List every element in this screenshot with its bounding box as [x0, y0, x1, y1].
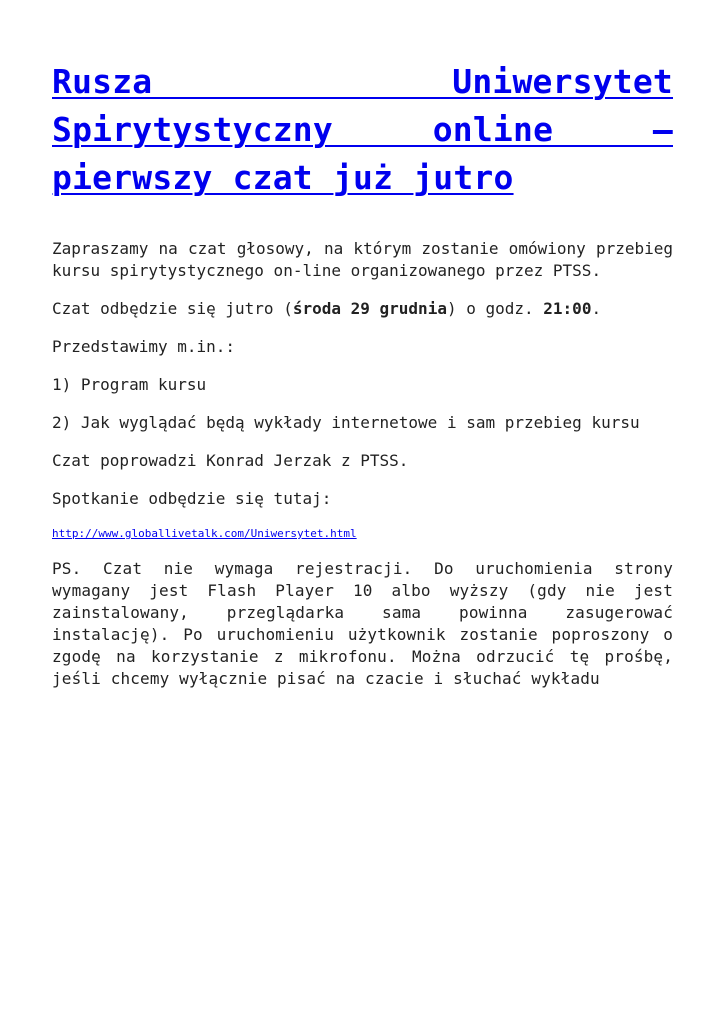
schedule-paragraph	[52, 298, 673, 320]
schedule-date: środa 29 grudnia	[292, 299, 447, 318]
meeting-intro: Spotkanie odbędzie się tutaj:	[52, 489, 332, 508]
article-title-link[interactable]: Rusza Uniwersytet Spirytystyczny online – pierwszy czat już jutro	[52, 62, 673, 197]
agenda-intro: Przedstawimy m.in.:	[52, 337, 236, 356]
meeting-link[interactable]: http://www.globallivetalk.com/Uniwersytet.html	[52, 527, 357, 540]
schedule-mid: ) o godz.	[446, 299, 544, 318]
agenda-item: 1) Program kursu	[52, 375, 207, 394]
intro-paragraph: Zapraszamy na czat głosowy, na którym zostanie omówiony przebieg kursu spirytystycznego on-line organizowanego przez PTSS.	[52, 239, 673, 280]
ps-paragraph: PS. Czat nie wymaga rejestracji. Do uruchomienia strony wymagany jest Flash Player 10 albo wyższy (gdy nie jest zainstalowany, przeglądarka sama powinna zasugerować instalację). Po uruchomieniu użytkownik zostanie poproszony o zgodę na korzystanie z mikrofonu. Można odrzucić tę prośbę, jeśli chcemy wyłącznie pisać na czacie i słuchać wykładu	[52, 559, 673, 688]
host-paragraph: Czat poprowadzi Konrad Jerzak z PTSS.	[52, 451, 409, 470]
schedule-time: 21:00	[543, 299, 592, 318]
article	[52, 58, 673, 706]
schedule-prefix: Czat odbędzie się jutro (	[52, 299, 293, 318]
agenda-item: 2) Jak wyglądać będą wykłady internetowe i sam przebieg kursu	[52, 413, 640, 432]
schedule-suffix: .	[591, 299, 602, 318]
meeting-link-paragraph	[52, 526, 673, 542]
article-title	[52, 58, 673, 202]
